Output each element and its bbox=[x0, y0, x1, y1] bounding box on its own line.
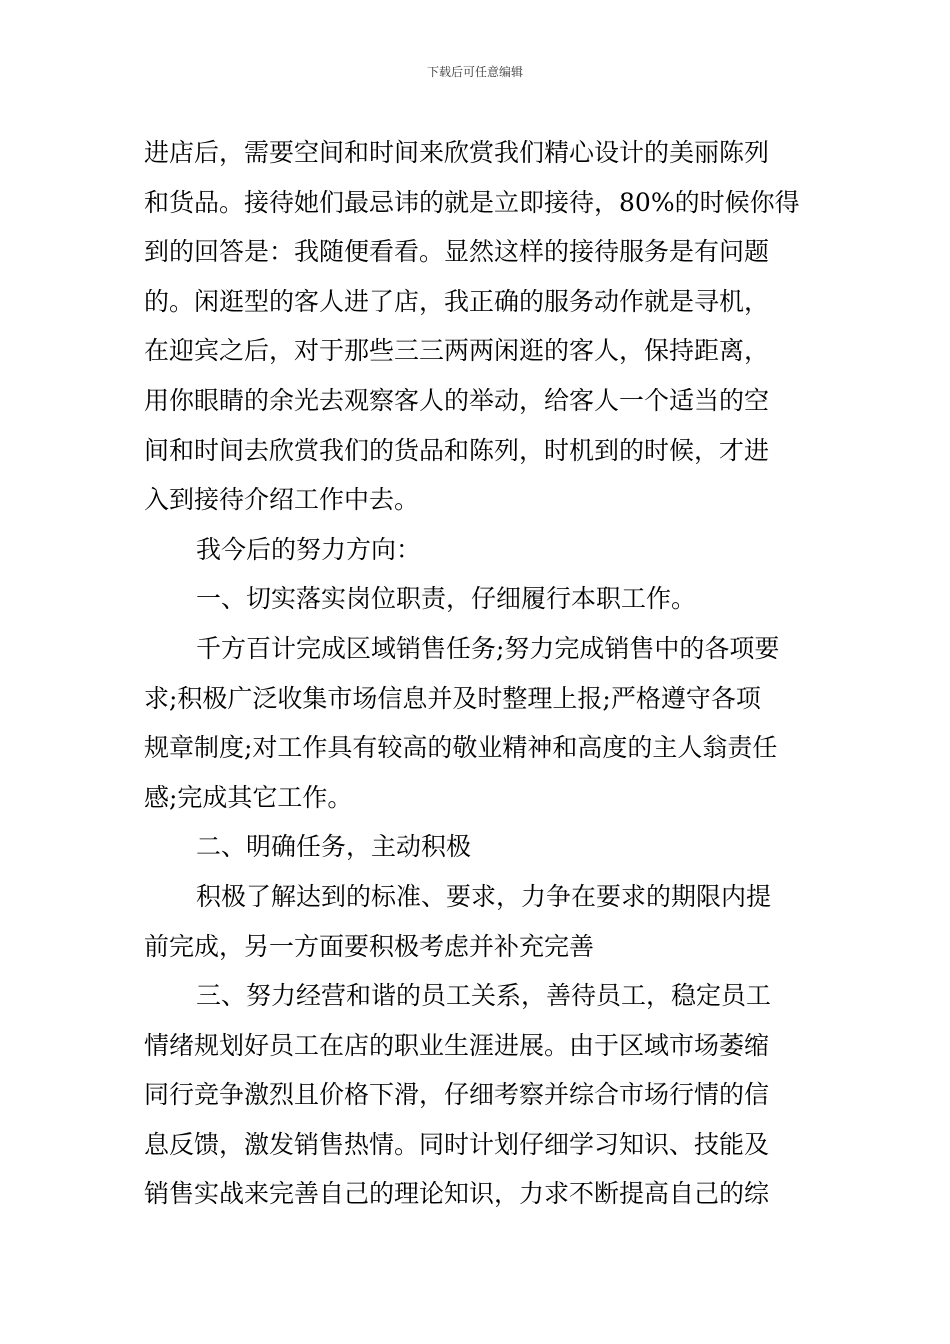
text-line: 的。闲逛型的客人进了店，我正确的服务动作就是寻机， bbox=[144, 286, 770, 316]
text-line: 同行竞争激烈且价格下滑，仔细考察并综合市场行情的信 bbox=[144, 1080, 770, 1110]
text-line: 情绪规划好员工在店的职业生涯进展。由于区域市场萎缩 bbox=[144, 1030, 770, 1060]
text-line: 三、努力经营和谐的员工关系，善待员工，稳定员工 bbox=[196, 981, 772, 1011]
document-body bbox=[144, 128, 808, 1219]
text-line: 求;积极广泛收集市场信息并及时整理上报;严格遵守各项 bbox=[144, 683, 761, 713]
text-line: 前完成，另一方面要积极考虑并补充完善 bbox=[144, 931, 595, 961]
text-line: 一、切实落实岗位职责，仔细履行本职工作。 bbox=[196, 584, 697, 614]
text-line: 千方百计完成区域销售任务;努力完成销售中的各项要 bbox=[196, 633, 780, 663]
text-line: 进店后，需要空间和时间来欣赏我们精心设计的美丽陈列 bbox=[144, 138, 770, 167]
text-line: 销售实战来完善自己的理论知识，力求不断提高自己的综 bbox=[144, 1179, 770, 1209]
text-line: 用你眼睛的余光去观察客人的举动，给客人一个适当的空 bbox=[144, 385, 770, 415]
text-line: 二、明确任务，主动积极 bbox=[196, 832, 472, 862]
text-line: 息反馈，激发销售热情。同时计划仔细学习知识、技能及 bbox=[144, 1129, 770, 1159]
text-line: 入到接待介绍工作中去。 bbox=[144, 485, 420, 515]
text-line: 在迎宾之后，对于那些三三两两闲逛的客人，保持距离， bbox=[144, 336, 770, 366]
text-line: 和货品。接待她们最忌讳的就是立即接待，80%的时候你得 bbox=[144, 187, 800, 217]
text-line: 我今后的努力方向： bbox=[196, 534, 422, 564]
page-header: 下载后可任意编辑 bbox=[426, 65, 523, 79]
text-line: 积极了解达到的标准、要求，力争在要求的期限内提 bbox=[196, 881, 772, 911]
text-line: 规章制度;对工作具有较高的敬业精神和高度的主人翁责任 bbox=[144, 733, 778, 763]
text-line: 间和时间去欣赏我们的货品和陈列，时机到的时候，才进 bbox=[144, 435, 770, 465]
text-line: 到的回答是：我随便看看。显然这样的接待服务是有问题 bbox=[144, 237, 770, 267]
text-line: 感;完成其它工作。 bbox=[144, 782, 353, 812]
